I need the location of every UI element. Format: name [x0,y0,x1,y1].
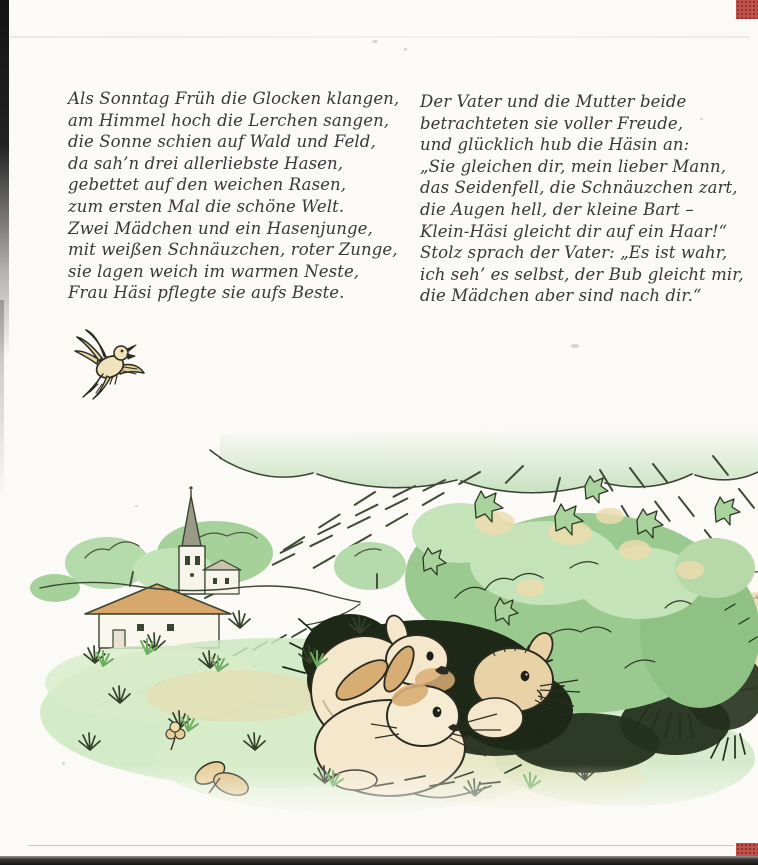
verse-line: „Sie gleichen dir, mein lieber Mann, [420,156,727,176]
verse-line: ich seh’ es selbst, der Bub gleicht mir, [420,264,744,284]
page-top-crease [10,36,750,38]
verse-line: gebettet auf den weichen Rasen, [68,175,347,195]
verse-line: Der Vater und die Mutter beide [420,92,687,111]
verse-line: Stolz sprach der Vater: „Es ist wahr, [420,243,728,263]
verse-line: sie lagen weich im warmen Neste, [68,261,360,281]
verse-line: und glücklich hub die Häsin an: [420,135,690,155]
scan-speckle [372,40,378,43]
bird-illustration [68,326,152,408]
verse-column-right [420,91,744,307]
verse-line: die Sonne schien auf Wald und Feld, [68,132,376,152]
verse-line: Frau Häsi pflegte sie aufs Beste. [68,283,345,303]
verse-line: die Augen hell, der kleine Bart – [420,199,694,219]
verse-line: das Seidenfell, die Schnäuzchen zart, [420,178,738,198]
verse-line: mit weißen Schnäuzchen, roter Zunge, [68,240,398,260]
verse-line: Zwei Mädchen und ein Hasenjunge, [68,218,373,238]
main-illustration [25,428,758,820]
verse-line: zum ersten Mal die schöne Welt. [68,196,345,216]
illustration-bottom-fade [25,764,758,820]
verse-line: betrachteten sie voller Freude, [420,113,684,133]
verse-line: Klein-Häsi gleicht dir auf ein Haar!“ [420,221,728,241]
cover-bottom-band [0,856,758,865]
cloud [210,428,758,493]
scan-speckle [404,48,407,51]
verse-line: am Himmel hoch die Lerchen sangen, [68,110,390,130]
verse-line: Als Sonntag Früh die Glocken klangen, [68,89,400,108]
verse-column-left [68,88,399,304]
verse-line: da sah’n drei allerliebste Hasen, [68,153,344,173]
scan-edge-left-fade [0,300,4,500]
page-bottom-edge [28,845,734,846]
cover-corner-top-right [736,0,758,19]
scan-speckle [571,344,579,348]
verse-line: die Mädchen aber sind nach dir.“ [420,286,702,306]
